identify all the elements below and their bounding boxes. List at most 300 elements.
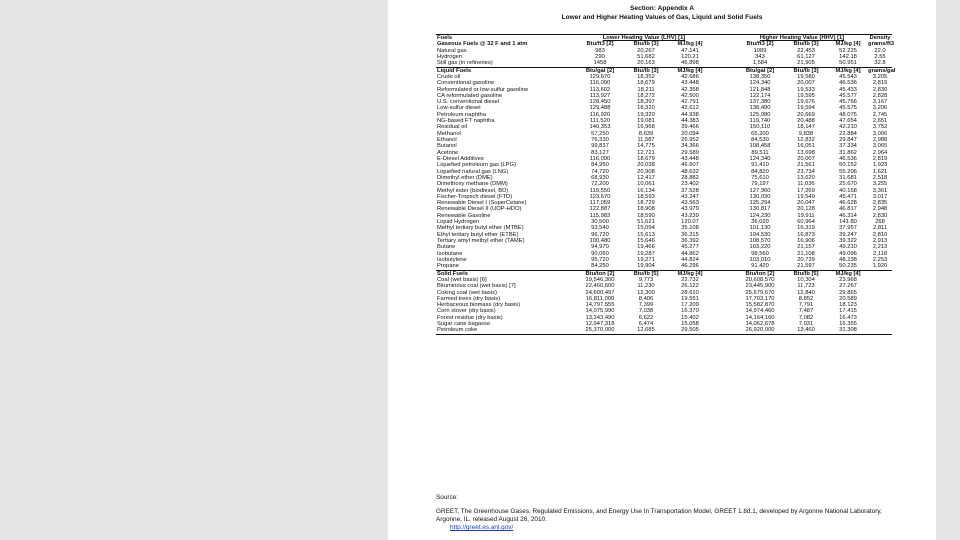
unit-label: Btu/ft3 [2] (586, 41, 614, 48)
fuel-name: Forest residue (dry basis) (437, 314, 503, 321)
value-cell: 28.610 (681, 289, 699, 296)
value-cell: 89,511 (751, 149, 769, 156)
fuel-name: Liquefied petroleum gas (LPG) (437, 162, 516, 169)
value-cell: 18,729 (637, 200, 655, 207)
value-cell: 2,213 (872, 244, 888, 251)
value-cell: 15,613 (637, 231, 655, 238)
value-cell: 49.096 (839, 250, 857, 257)
value-cell: 3,017 (872, 193, 888, 200)
value-cell: 42.686 (681, 73, 699, 80)
fuel-name: Liquefied natural gas (LNG) (437, 168, 509, 175)
fuel-name: Dimethoxy methane (DMM) (437, 181, 508, 188)
value-cell: 8,852 (798, 295, 814, 302)
fuel-name: Crude oil (437, 73, 461, 80)
value-cell: 19,676 (797, 99, 815, 106)
value-cell: 983 (595, 47, 605, 54)
document-header (388, 4, 936, 22)
value-cell: 20,128 (797, 206, 815, 213)
value-cell: 1,584 (752, 60, 768, 67)
value-cell: 1,621 (872, 168, 888, 175)
value-cell: 29.589 (681, 149, 699, 156)
value-cell: 26.122 (681, 283, 699, 290)
value-cell: 21,157 (797, 244, 815, 251)
value-cell: 20,007 (797, 80, 815, 87)
value-cell: 39.322 (839, 238, 857, 244)
value-cell: 20,488 (797, 118, 815, 125)
value-cell: 44.383 (681, 118, 699, 125)
value-cell: 48.632 (681, 168, 699, 175)
value-cell: 26.952 (681, 137, 699, 143)
value-cell: 104,530 (749, 231, 771, 238)
value-cell: 29.847 (839, 137, 857, 143)
value-cell: 35.108 (681, 225, 699, 232)
value-cell: 124,340 (749, 155, 771, 162)
value-cell: 43.979 (681, 206, 699, 213)
value-cell: 14,775 (637, 143, 655, 150)
value-cell: 2,253 (872, 256, 888, 263)
value-cell: 44.938 (681, 111, 699, 118)
value-cell: 14,974,460 (745, 308, 775, 315)
value-cell: 50.235 (839, 263, 857, 270)
value-cell: 108,570 (749, 238, 771, 244)
value-cell: 6,474 (638, 321, 654, 328)
value-cell: 130,030 (749, 193, 771, 200)
table-row (436, 327, 892, 334)
value-cell: 8,639 (638, 130, 654, 137)
value-cell: 14,062,678 (745, 321, 775, 328)
value-cell: 75,610 (751, 174, 769, 181)
value-cell: 29.505 (668, 327, 712, 334)
value-cell: 84,530 (751, 137, 769, 143)
value-cell: 12,300 (637, 289, 655, 296)
value-cell: 43.448 (681, 155, 699, 162)
value-cell: 36.315 (681, 231, 699, 238)
value-cell: 11,036 (797, 181, 815, 188)
value-cell: 19,533 (797, 86, 815, 93)
value-cell: 10,061 (637, 181, 655, 188)
value-cell: 98,560 (751, 250, 769, 257)
unit-label: grams/ft3 (868, 41, 895, 48)
value-cell: 23.968 (839, 276, 857, 283)
value-cell: 120.21 (681, 53, 699, 60)
value-cell: 23,445,900 (745, 283, 775, 290)
value-cell: 7,399 (638, 302, 654, 309)
fuel-name: Isobutane (437, 250, 463, 257)
value-cell: 20,669 (797, 111, 815, 118)
value-cell: 12,947,318 (585, 321, 615, 328)
value-cell: 18,593 (637, 193, 655, 200)
value-cell: 43.239 (681, 212, 699, 219)
value-cell: 120.07 (681, 219, 699, 226)
value-cell: 20,608,570 (745, 276, 775, 283)
value-cell: 46.314 (839, 212, 857, 219)
value-cell: 45.766 (839, 99, 857, 106)
unit-label: Btu/ft3 [2] (746, 41, 774, 48)
fuel-name: U.S. conventional diesel (437, 99, 500, 106)
value-cell: 22,453 (797, 47, 815, 54)
value-cell: 19,320 (637, 111, 655, 118)
unit-label: MJ/kg [4] (828, 67, 868, 74)
fuel-name: Reformulated or low-sulfur gasoline (437, 86, 529, 93)
value-cell: 268 (875, 219, 885, 226)
table-row (436, 263, 892, 270)
fuel-name: Ethyl tertiary butyl ether (ETBE) (437, 231, 519, 238)
value-cell: 137,380 (749, 99, 771, 106)
right-margin-panel (936, 0, 960, 540)
fuel-name: Fischer-Tropsch diesel (FTD) (437, 193, 513, 200)
value-cell: 123,670 (589, 193, 611, 200)
value-cell: 19,546,300 (585, 276, 615, 283)
value-cell: 20,267 (637, 47, 655, 54)
value-cell: 18,679 (637, 80, 655, 87)
hhv-header: Higher Heating Value (HHV) [1] (736, 35, 868, 42)
value-cell: 19,549 (797, 193, 815, 200)
value-cell: 115,983 (589, 212, 611, 219)
value-cell: 11,723 (797, 283, 815, 290)
value-cell: 23.402 (681, 181, 699, 188)
value-cell: 43.563 (681, 200, 699, 207)
value-cell: 50.951 (839, 60, 857, 67)
value-cell: 1,923 (872, 162, 888, 169)
value-cell: 40.168 (839, 187, 857, 194)
value-cell: 111,520 (589, 118, 611, 125)
fuel-name: Bituminous coal (wet basis) [7] (437, 283, 516, 290)
unit-label: Btu/gal [2] (576, 67, 624, 74)
fuel-name: Residual oil (437, 124, 467, 131)
value-cell: 108,458 (749, 143, 771, 150)
value-cell: 2,988 (872, 137, 888, 143)
value-cell: 14,797,555 (585, 302, 615, 309)
unit-label: Btu/ton [2] (576, 270, 624, 277)
value-cell: 95,720 (591, 256, 609, 263)
value-cell: 16.355 (839, 321, 857, 328)
value-cell: 37.334 (839, 143, 857, 150)
value-cell: 9,773 (638, 276, 654, 283)
value-cell: 36.392 (681, 238, 699, 244)
unit-label: MJ/kg [4] (828, 270, 868, 277)
value-cell: 22.0 (874, 47, 886, 54)
value-cell: 19,595 (797, 92, 815, 99)
value-cell: 46.898 (681, 60, 699, 67)
heating-values-table (436, 34, 896, 335)
value-cell: 103,220 (749, 244, 771, 251)
value-cell: 46.817 (839, 206, 857, 213)
table-header-row (436, 35, 892, 42)
fuel-name: Methyl ester (biodiesel, BD) (437, 187, 509, 194)
solid-section-header (436, 270, 892, 277)
value-cell: 2,948 (872, 206, 888, 213)
value-cell: 46.607 (681, 162, 699, 169)
value-cell: 46.296 (681, 263, 699, 270)
value-cell: 100,480 (589, 238, 611, 244)
value-cell: 15,094 (637, 225, 655, 232)
value-cell: 16,319 (797, 225, 815, 232)
value-cell: 30,500 (591, 219, 609, 226)
value-cell: 61,127 (797, 53, 815, 60)
value-cell: 17,703,170 (745, 295, 775, 302)
value-cell: 18,679 (637, 155, 655, 162)
value-cell: 119,740 (749, 118, 771, 125)
value-cell: 27.267 (839, 283, 857, 290)
value-cell: 93,540 (591, 225, 609, 232)
value-cell: 129,488 (589, 105, 611, 112)
value-cell: 76,330 (591, 137, 609, 143)
value-cell: 3,065 (872, 143, 888, 150)
value-cell: 13,698 (797, 149, 815, 156)
value-cell: 129,670 (589, 73, 611, 80)
section-label: Solid Fuels (436, 270, 576, 277)
value-cell: 2,745 (872, 111, 888, 118)
value-cell: 39.247 (839, 231, 857, 238)
value-cell: 15.058 (681, 321, 699, 328)
source-link[interactable]: http://greet.es.anl.gov/ (450, 524, 514, 531)
unit-label: MJ/kg [4] (677, 41, 703, 48)
value-cell: 14,164,160 (745, 314, 775, 321)
value-cell: 2,651 (872, 118, 888, 125)
value-cell: 2,835 (872, 200, 888, 207)
value-cell: 124,340 (749, 80, 771, 87)
value-cell: 91,410 (751, 162, 769, 169)
value-cell: 79,197 (751, 181, 769, 188)
unit-label: Btu/ton [2] (736, 270, 784, 277)
value-cell: 84,950 (591, 162, 609, 169)
value-cell: 42.358 (681, 86, 699, 93)
value-cell: 21,905 (797, 60, 815, 67)
unit-label: Btu/lb [5] (624, 270, 668, 277)
value-cell: 83,127 (591, 149, 609, 156)
value-cell: 2,828 (872, 92, 888, 99)
value-cell: 20,163 (637, 60, 655, 67)
value-cell: 84,820 (751, 168, 769, 175)
value-cell: 142.18 (839, 53, 857, 60)
value-cell: 122,174 (749, 92, 771, 99)
value-cell: 116,090 (589, 80, 611, 87)
fuel-name: Butane (437, 244, 456, 251)
source-note (436, 494, 896, 532)
value-cell: 19,911 (797, 212, 815, 219)
value-cell: 3,361 (872, 187, 888, 194)
value-cell: 1089 (753, 47, 767, 54)
value-cell: 20,047 (797, 200, 815, 207)
value-cell: 1458 (593, 60, 607, 67)
value-cell: 90,060 (591, 250, 609, 257)
value-cell: 18.123 (839, 302, 857, 309)
value-cell: 18,147 (797, 124, 815, 131)
value-cell: 84,250 (591, 263, 609, 270)
value-cell: 46.536 (839, 155, 857, 162)
value-cell: 32.8 (874, 60, 886, 67)
value-cell: 19,580 (797, 73, 815, 80)
value-cell: 46.536 (839, 80, 857, 87)
value-cell: 103,010 (749, 256, 771, 263)
fuel-name: Butanol (437, 143, 457, 150)
fuel-name: NG-based FT naphtha (437, 118, 495, 125)
value-cell: 20,038 (637, 162, 655, 169)
value-cell: 138,490 (749, 105, 771, 112)
value-cell: 39.466 (681, 124, 699, 131)
value-cell: 25,370,000 (576, 327, 624, 334)
value-cell: 18,272 (637, 92, 655, 99)
value-cell: 18,211 (637, 86, 655, 93)
value-cell: 22.884 (839, 130, 857, 137)
value-cell: 7,031 (798, 321, 814, 328)
fuel-name: Tertiary amyl methyl ether (TAME) (437, 238, 525, 244)
value-cell: 125,294 (749, 200, 771, 207)
fuel-name: Low-sulfur diesel (437, 105, 481, 112)
unit-label: Btu/lb [3] (784, 67, 828, 74)
value-cell: 13,243,490 (585, 314, 615, 321)
value-cell: 124,230 (749, 212, 771, 219)
value-cell: 12,832 (797, 137, 815, 143)
value-cell: 18,352 (637, 73, 655, 80)
value-cell: 2,830 (872, 86, 888, 93)
value-cell: 19,081 (637, 118, 655, 125)
value-cell: 52.225 (839, 47, 857, 54)
fuel-name: Petroleum naphtha (437, 111, 486, 118)
value-cell: 20,739 (797, 256, 815, 263)
value-cell: 68,930 (591, 174, 609, 181)
value-cell: 2,810 (872, 231, 888, 238)
left-margin-panel (0, 0, 388, 540)
value-cell: 15,646 (637, 238, 655, 244)
value-cell: 15,582,870 (745, 302, 775, 309)
value-cell: 45.575 (839, 105, 857, 112)
value-cell: 51,682 (637, 53, 655, 60)
unit-label: Btu/lb [3] (624, 67, 668, 74)
value-cell: 13,460 (784, 327, 828, 334)
value-cell: 25.670 (839, 181, 857, 188)
fuel-name: CA reformulated gasoline (437, 92, 503, 99)
value-cell: 12,721 (637, 149, 655, 156)
value-cell: 16,051 (797, 143, 815, 150)
value-cell: 34.366 (681, 143, 699, 150)
fuel-name: Methanol (437, 130, 461, 137)
fuel-name: Propane (437, 263, 459, 270)
source-label: Source: (436, 494, 459, 501)
value-cell: 31.862 (839, 149, 857, 156)
value-cell: 7,487 (798, 308, 814, 315)
value-cell: 116,920 (589, 111, 611, 118)
value-cell: 10,304 (797, 276, 815, 283)
value-cell: 1,920 (872, 263, 888, 270)
value-cell: 46.628 (839, 200, 857, 207)
value-cell: 9,838 (798, 130, 814, 137)
value-cell: 128,450 (589, 99, 611, 106)
value-cell: 42.210 (839, 124, 857, 131)
value-cell: 51,621 (637, 219, 655, 226)
value-cell: 116,090 (589, 155, 611, 162)
value-cell: 74,720 (591, 168, 609, 175)
value-cell: 43.247 (681, 193, 699, 200)
value-cell: 45.277 (681, 244, 699, 251)
value-cell: 28.882 (681, 174, 699, 181)
value-cell: 22.732 (681, 276, 699, 283)
value-cell: 121,848 (749, 86, 771, 93)
value-cell: 17.415 (839, 308, 857, 315)
value-cell: 12,685 (624, 327, 668, 334)
value-cell: 290 (595, 53, 605, 60)
fuel-name: Coking coal (wet basis) (437, 289, 497, 296)
fuel-name: Petroleum coke (436, 327, 576, 334)
fuel-name: Coal (wet basis) [6] (437, 276, 487, 283)
fuel-name: Herbaceous biomass (dry basis) (437, 302, 521, 309)
value-cell: 50.152 (839, 162, 857, 169)
value-cell: 45.543 (839, 73, 857, 80)
value-cell: 13,620 (797, 174, 815, 181)
value-cell: 42.791 (681, 99, 699, 106)
value-cell: 2,811 (872, 225, 888, 232)
value-cell: 2,819 (872, 80, 888, 87)
value-cell: 125,080 (749, 111, 771, 118)
source-text: GREET, The Greenhouse Gases, Regulated Emissions, and Energy Use In Transportation Model, GREET 1.8d.1, developed by Argonne National Laboratory, Argonne, IL, released August 26, 2010. (436, 508, 882, 523)
unit-label: Btu/gal [2] (736, 67, 784, 74)
value-cell: 25,679,670 (745, 289, 775, 296)
value-cell: 20.094 (681, 130, 699, 137)
value-cell: 122,887 (589, 206, 611, 213)
value-cell: 113,602 (589, 86, 611, 93)
value-cell: 141.80 (839, 219, 857, 226)
value-cell: 3,006 (872, 130, 888, 137)
value-cell: 2,830 (872, 212, 888, 219)
value-cell: 3,752 (872, 124, 888, 131)
value-cell: 42.612 (681, 105, 699, 112)
value-cell: 60,964 (797, 219, 815, 226)
lhv-header: Lower Heating Value (LHV) [1] (576, 35, 712, 42)
value-cell: 47.141 (681, 47, 699, 54)
value-cell: 20,908 (637, 168, 655, 175)
value-cell: 16,134 (637, 187, 655, 194)
unit-label (868, 270, 892, 277)
value-cell: 117,059 (589, 200, 611, 207)
value-cell: 12,840 (797, 289, 815, 296)
value-cell: 19,594 (797, 105, 815, 112)
value-cell: 91,420 (751, 263, 769, 270)
value-cell: 19,287 (637, 250, 655, 257)
value-cell: 2,518 (872, 174, 888, 181)
value-cell: 18,908 (637, 206, 655, 213)
value-cell: 36,020 (751, 219, 769, 226)
value-cell: 7,791 (798, 302, 814, 309)
value-cell: 15.402 (681, 314, 699, 321)
fuel-name: Acetone (437, 149, 459, 156)
fuel-name: Renewable Diesel II (UOP-HDO) (437, 206, 522, 213)
value-cell: 130,817 (749, 206, 771, 213)
value-cell: 20,007 (797, 155, 815, 162)
value-cell: 7,038 (638, 308, 654, 315)
value-cell: 19,904 (637, 263, 655, 270)
value-cell (868, 327, 892, 334)
value-cell: 37.528 (681, 187, 699, 194)
value-cell: 3,205 (872, 73, 888, 80)
value-cell: 49.210 (839, 244, 857, 251)
value-cell: 65,200 (751, 130, 769, 137)
value-cell: 48.075 (839, 111, 857, 118)
fuel-name: Still gas (in refineries) (437, 60, 493, 67)
unit-label: Btu/lb [3] (793, 41, 819, 48)
value-cell: 21,597 (797, 263, 815, 270)
value-cell: 21,561 (797, 162, 815, 169)
value-cell: 17,269 (797, 187, 815, 194)
value-cell: 18,590 (637, 212, 655, 219)
fuel-name: Liquid Hydrogen (437, 219, 480, 226)
value-cell: 16,811,000 (585, 295, 615, 302)
value-cell: 8,406 (638, 295, 654, 302)
value-cell: 47.654 (839, 118, 857, 125)
value-cell: 45.471 (839, 193, 857, 200)
fuel-name: Isobutylene (437, 256, 467, 263)
value-cell: 44.824 (681, 256, 699, 263)
value-cell: 119,550 (589, 187, 611, 194)
